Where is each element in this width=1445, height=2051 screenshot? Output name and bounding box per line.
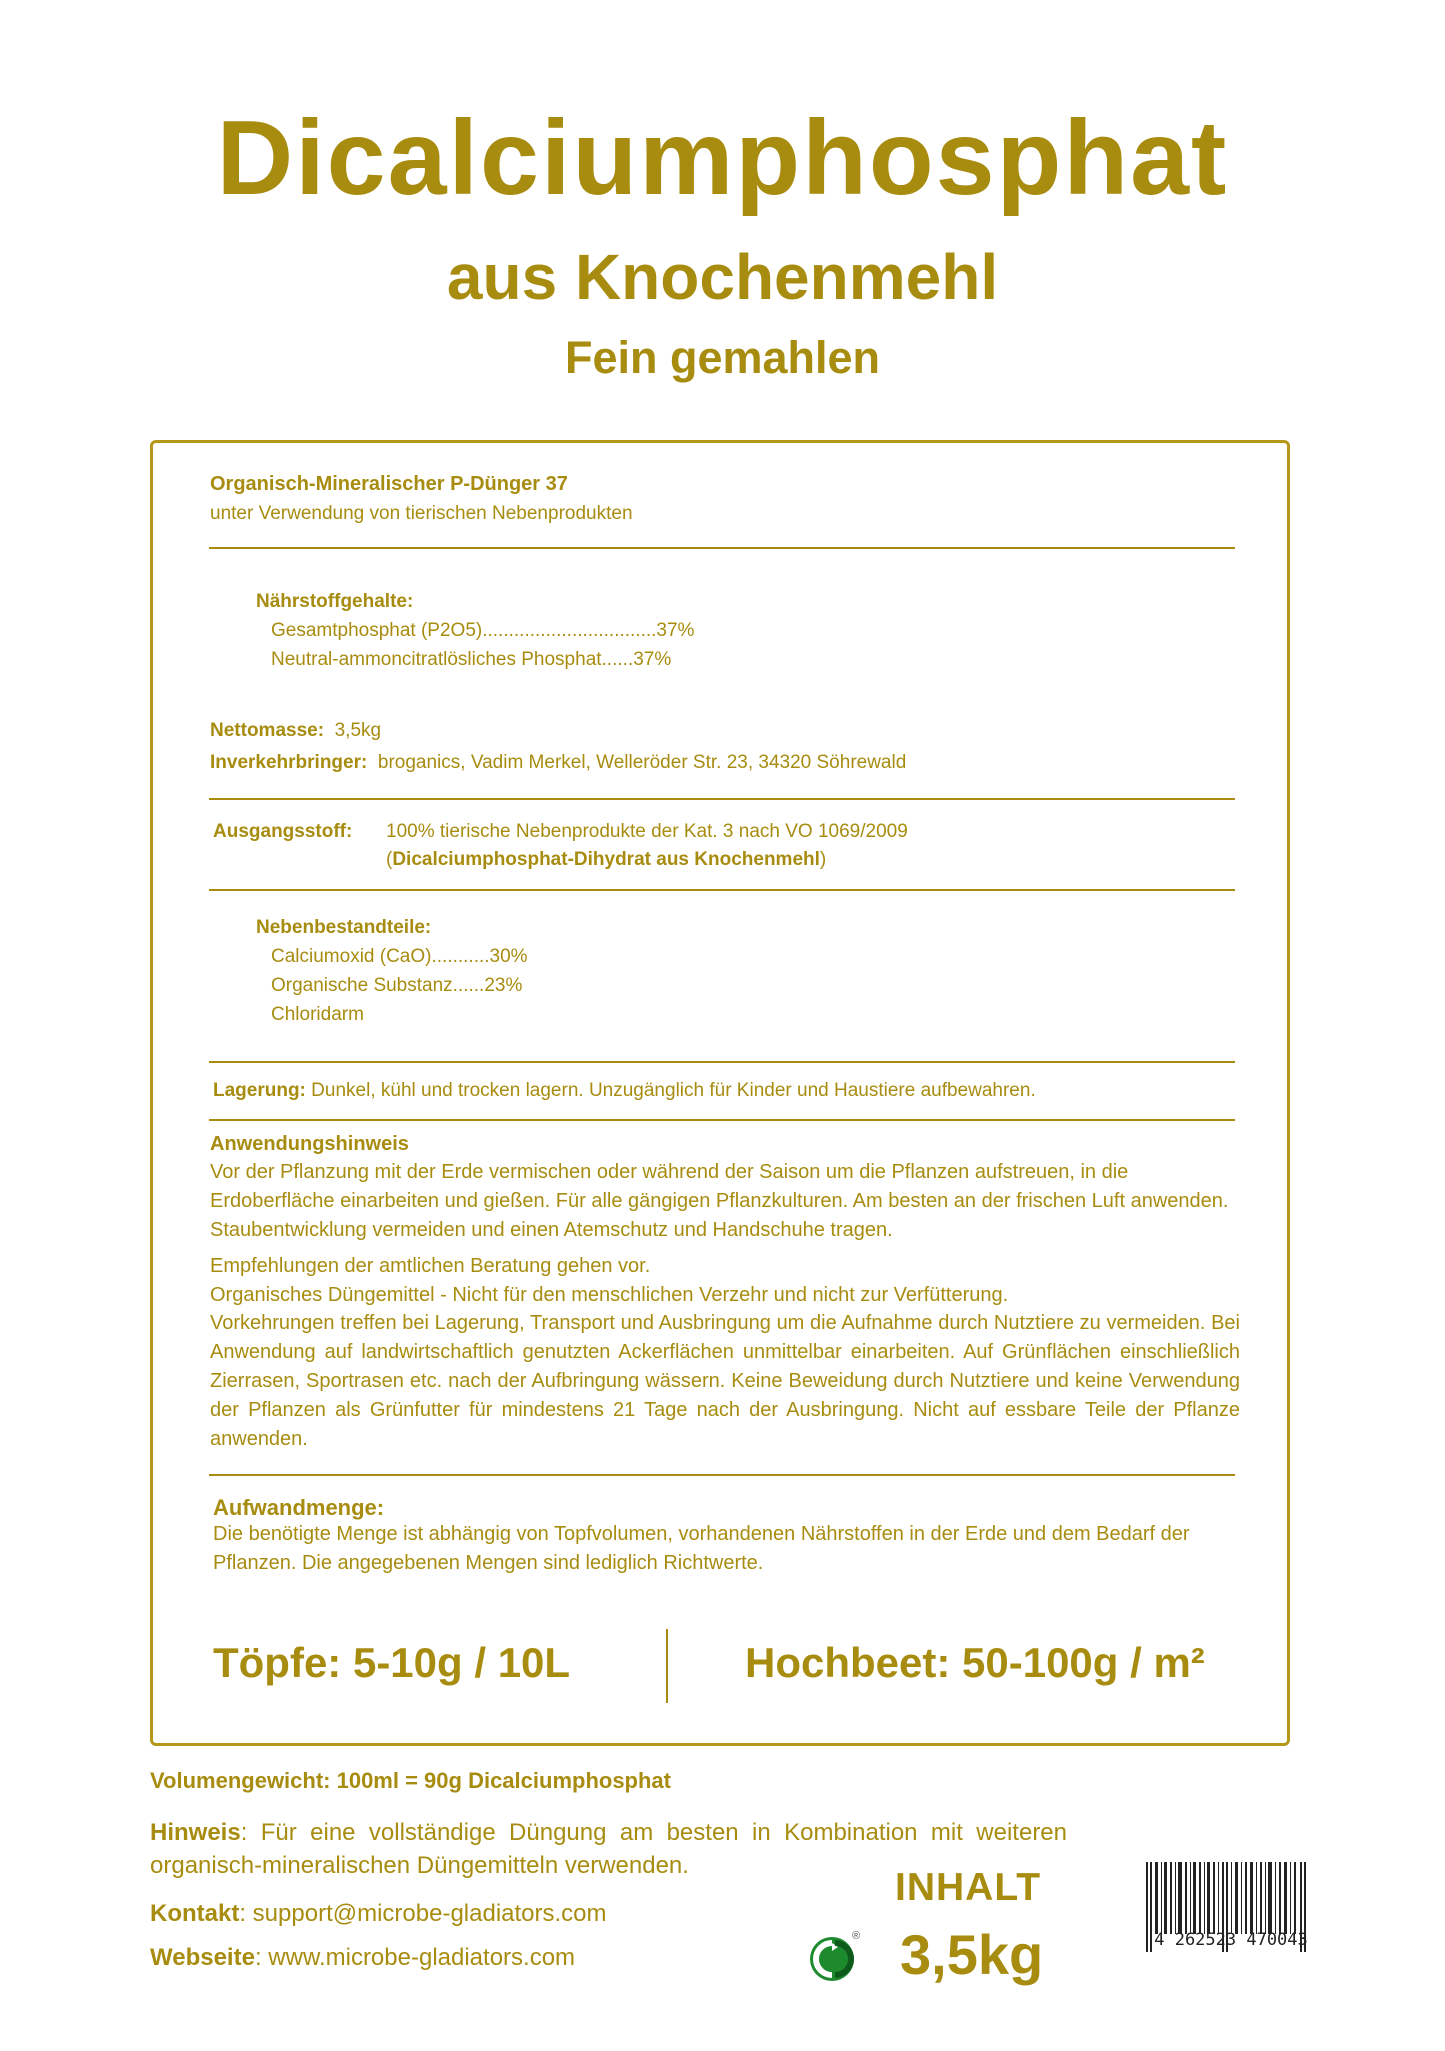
paren-open: (: [386, 849, 393, 870]
product-title: Dicalciumphosphat: [216, 99, 1229, 217]
dosage-raised-bed: Hochbeet: 50-100g / m²: [745, 1639, 1205, 1686]
dosage-divider: [666, 1629, 668, 1703]
paren-close: ): [819, 849, 827, 870]
product-note: unter Verwendung von tierischen Nebenprodukten: [210, 503, 633, 524]
storage-label: Lagerung:: [213, 1080, 306, 1101]
contact-label: Kontakt: [150, 1900, 240, 1927]
distributor-value: broganics, Vadim Merkel, Welleröder Str. 23, 34320 Söhrewald: [377, 752, 907, 773]
product-tagline: Fein gemahlen: [564, 332, 881, 383]
net-mass-label: Nettomasse:: [210, 720, 325, 741]
usage-heading: Anwendungshinweis: [210, 1133, 409, 1155]
storage-value: Dunkel, kühl und trocken lagern. Unzugänglich für Kinder und Haustiere aufbewahren.: [311, 1080, 1036, 1101]
usage-paragraph: Vor der Pflanzung mit der Erde vermischen oder während der Saison um die Pflanzen aufstreuen, in die Erdoberfläche einarbeiten und gießen. Für alle gängigen Pflanzkulturen. Am besten an der frischen Luft anwenden. Staubentwicklung vermeiden und einen Atemschutz und Handschuhe tragen.: [210, 1161, 1229, 1241]
contact: [150, 1900, 607, 1928]
registered-mark: ®: [852, 1930, 861, 1942]
dosage-heading: Aufwandmenge:: [213, 1495, 385, 1520]
net-mass: [210, 720, 381, 742]
minor-components-heading: Nebenbestandteile:: [256, 917, 432, 938]
divider: [209, 1119, 1235, 1121]
divider: [209, 1474, 1235, 1476]
barcode-number: 4 262523 470043: [1154, 1930, 1308, 1950]
usage-organic-note: Organisches Düngemittel - Nicht für den menschlichen Verzehr und nicht zur Verfütterung.: [210, 1284, 1009, 1306]
hint-text: : Für eine vollständige Düngung am besten in Kombination mit weiteren organisch-mineralischen Düngemitteln verwenden.: [150, 1819, 1067, 1879]
minor-row: Calciumoxid (CaO)...........30%: [271, 946, 528, 967]
usage-recommendation: Empfehlungen der amtlichen Beratung gehen vor.: [210, 1255, 651, 1277]
website-label: Webseite: [150, 1944, 255, 1971]
content-label: INHALT: [895, 1866, 1042, 1909]
product-subtitle: aus Knochenmehl: [446, 241, 999, 313]
divider: [209, 547, 1235, 549]
source-line: 100% tierische Nebenprodukte der Kat. 3 nach VO 1069/2009: [386, 821, 908, 842]
product-type: Organisch-Mineralischer P-Dünger 37: [210, 473, 568, 495]
dosage-pots: Töpfe: 5-10g / 10L: [213, 1639, 571, 1686]
source-line-2: [386, 849, 826, 871]
nutrients-heading: Nährstoffgehalte:: [256, 591, 414, 612]
nutrient-row: Neutral-ammoncitratlösliches Phosphat......37%: [271, 649, 672, 670]
content-value: 3,5kg: [900, 1923, 1044, 1986]
usage-precautions: Vorkehrungen treffen bei Lagerung, Transport und Ausbringung um die Aufnahme durch Nutztiere zu vermeiden. Bei Anwendung auf landwirtschaftlich genutzten Ackerflächen unmittelbar einarbeiten. Auf Grünflächen einschließlich Zierrasen, Sportrasen etc. nach der Aufbringung wässern. Keine Beweidung durch Nutztiere und keine Verwendung der Pflanzen als Grünfutter für mindestens 21 Tage nach der Ausbringung. Nicht auf essbare Teile der Pflanze anwenden.: [210, 1312, 1240, 1450]
nutrient-row: Gesamtphosphat (P2O5).................................37%: [271, 620, 695, 641]
divider: [209, 889, 1235, 891]
dosage-text: Die benötigte Menge ist abhängig von Topfvolumen, vorhandenen Nährstoffen in der Erde und dem Bedarf der Pflanzen. Die angegebenen Mengen sind lediglich Richtwerte.: [213, 1523, 1190, 1574]
hint-label: Hinweis: [150, 1819, 241, 1846]
volume-weight: Volumengewicht: 100ml = 90g Dicalciumphosphat: [150, 1768, 671, 1793]
barcode: [1142, 1862, 1320, 1952]
green-dot-icon: [808, 1934, 870, 1984]
minor-row: Chloridarm: [271, 1004, 364, 1025]
distributor: [210, 752, 906, 774]
divider: [209, 798, 1235, 800]
minor-row: Organische Substanz......23%: [271, 975, 523, 996]
contact-value: : support@microbe-gladiators.com: [239, 1900, 607, 1927]
website: [150, 1944, 575, 1972]
source-label: Ausgangsstoff:: [213, 821, 353, 842]
source-material: Dicalciumphosphat-Dihydrat aus Knochenmehl: [392, 849, 820, 870]
divider: [209, 1061, 1235, 1063]
website-value: : www.microbe-gladiators.com: [254, 1944, 576, 1971]
storage: [213, 1080, 1036, 1102]
distributor-label: Inverkehrbringer:: [210, 752, 368, 773]
net-mass-value: 3,5kg: [334, 720, 382, 741]
label-box: [150, 440, 1290, 1746]
recycling-mark: [808, 1930, 870, 1989]
